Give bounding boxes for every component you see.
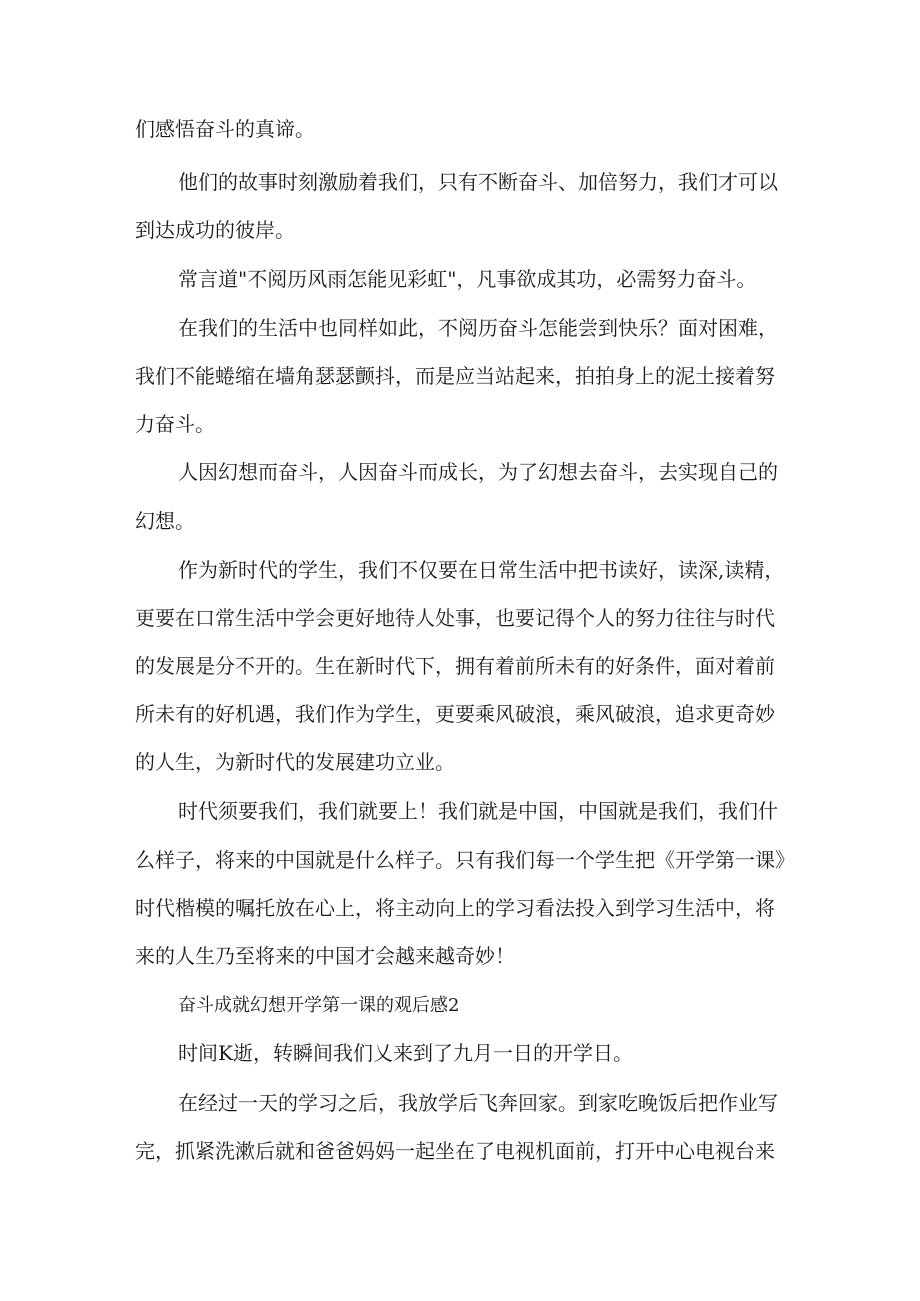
- paragraph-line: 我们不能蜷缩在墙角瑟瑟颤抖，而是应当站起来，拍拍身上的泥土接着努: [135, 364, 775, 388]
- paragraph-line: 时代须要我们，我们就要上！我们就是中国，中国就是我们，我们什: [178, 799, 778, 823]
- paragraph-line: 人因幻想而奋斗，人因奋斗而成长，为了幻想去奋斗，去实现自己的: [178, 460, 778, 484]
- paragraph-line: 么样子，将来的中国就是什么样子。只有我们每一个学生把《开学第一课》: [135, 848, 795, 872]
- paragraph-line: 来的人生乃至将来的中国才会越来越奇妙！: [135, 944, 515, 968]
- paragraph-line: 们感悟奋斗的真谛。: [135, 117, 315, 141]
- paragraph-line: 常言道"不阅历风雨怎能见彩虹"，凡事欲成其功，必需努力奋斗。: [178, 267, 757, 291]
- paragraph-line: 幻想。: [135, 509, 195, 533]
- paragraph-line: 的人生，为新时代的发展建功立业。: [135, 750, 455, 774]
- paragraph-line: 时代楷模的嘱托放在心上，将主动向上的学习看法投入到学习生活中，将: [135, 896, 775, 920]
- section-heading: 奋斗成就幻想开学第一课的观后感2: [178, 995, 460, 1016]
- paragraph-line: 时间K逝，转瞬间我们乂来到了九月一日的开学日。: [178, 1041, 633, 1065]
- paragraph-line: 他们的故事时刻激励着我们，只有不断奋斗、加倍努力，我们才可以: [178, 170, 778, 194]
- paragraph-line: 完，抓紧洗漱后就和爸爸妈妈一起坐在了电视机面前，打开中心电视台来: [135, 1139, 775, 1163]
- paragraph-line: 在我们的生活中也同样如此，不阅历奋斗怎能尝到快乐？面对困难，: [178, 316, 778, 340]
- paragraph-line: 到达成功的彼岸。: [135, 218, 295, 242]
- paragraph-line: 作为新时代的学生，我们不仅要在日常生活中把书读好，读深,读精，: [178, 558, 785, 582]
- paragraph-line: 在经过一天的学习之后，我放学后飞奔回家。到家吃晚饭后把作业写: [178, 1091, 778, 1115]
- paragraph-line: 更要在口常生活中学会更好地待人处事，也要记得个人的努力往往与时代: [135, 606, 775, 630]
- paragraph-line: 所未有的好机遇，我们作为学生，更要乘风破浪，乘风破浪，追求更奇妙: [135, 702, 775, 726]
- paragraph-line: 力奋斗。: [135, 412, 215, 436]
- paragraph-line: 的发展是分不开的。生在新时代下，拥有着前所未有的好条件，面对着前: [135, 654, 775, 678]
